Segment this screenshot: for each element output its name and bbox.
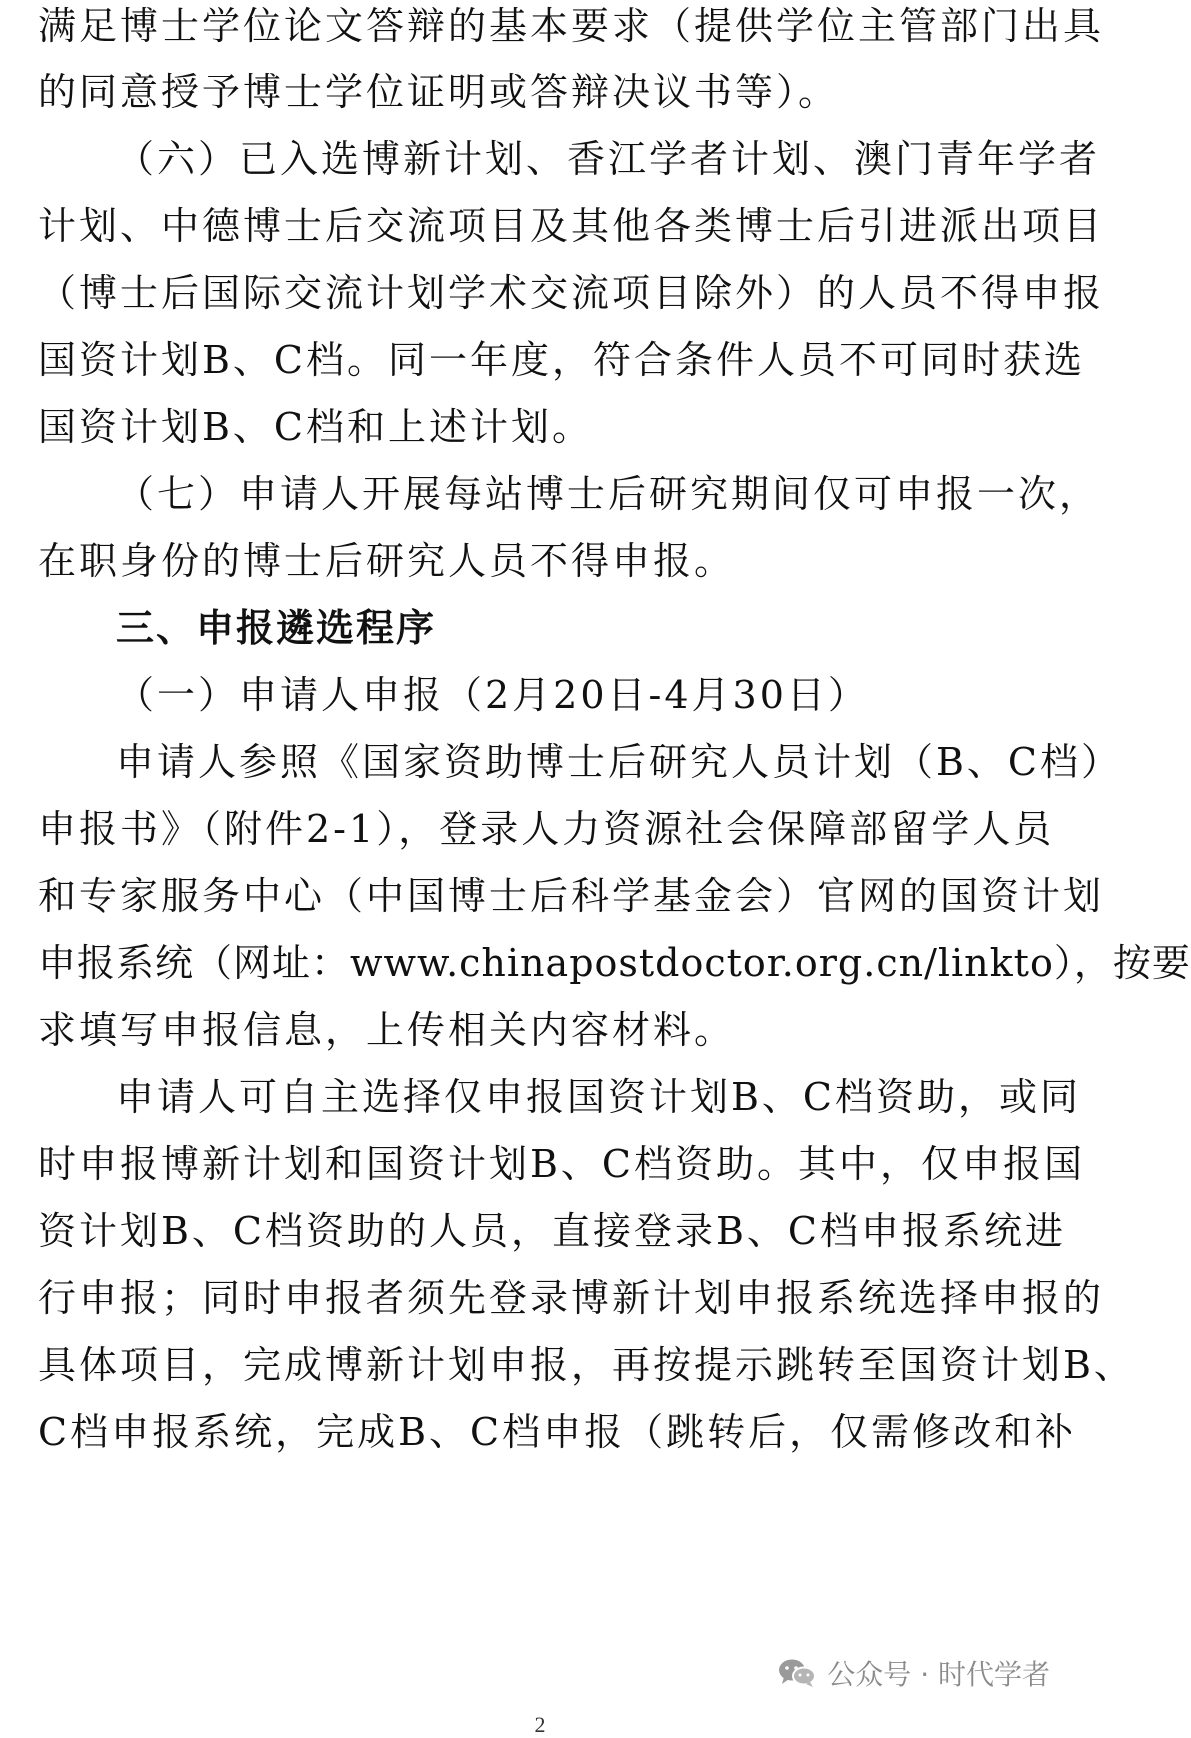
page-number: 2 [534,1712,546,1737]
text-line: 申请人可自主选择仅申报国资计划B、C档资助，或同 [116,1075,1082,1119]
text-line: 的同意授予博士学位证明或答辩决议书等）。 [38,70,840,114]
text-line: 申报书》（附件2-1），登录人力资源社会保障部留学人员 [38,807,1055,851]
text-line: 申请人参照《国家资助博士后研究人员计划（B、C档） [116,740,1123,784]
section-heading: 三、申报遴选程序 [116,606,437,650]
text-line: C档申报系统，完成B、C档申报（跳转后，仅需修改和补 [38,1410,1077,1454]
text-line: 国资计划B、C档。同一年度，符合条件人员不可同时获选 [38,338,1086,382]
wechat-watermark [777,1653,1050,1693]
wechat-icon [777,1657,817,1689]
text-line: 资计划B、C档资助的人员，直接登录B、C档申报系统进 [38,1209,1067,1253]
text-line: 求填写申报信息，上传相关内容材料。 [38,1008,736,1052]
text-line: 计划、中德博士后交流项目及其他各类博士后引进派出项目 [38,204,1105,248]
text-line: 国资计划B、C档和上述计划。 [38,405,594,449]
text-line: 时申报博新计划和国资计划B、C档资助。其中，仅申报国 [38,1142,1086,1186]
text-line: 满足博士学位论文答辩的基本要求（提供学位主管部门出具 [38,4,1105,48]
text-line: （博士后国际交流计划学术交流项目除外）的人员不得申报 [38,271,1105,315]
text-line-url: 申报系统（网址：www.chinapostdoctor.org.cn/linkto），按要 [38,941,1191,985]
text-line: 和专家服务中心（中国博士后科学基金会）官网的国资计划 [38,874,1105,918]
watermark-text: 公众号 · 时代学者 [827,1658,1050,1691]
text-line: 在职身份的博士后研究人员不得申报。 [38,539,736,583]
text-line: 具体项目，完成博新计划申报，再按提示跳转至国资计划B、 [38,1343,1135,1387]
subsection-heading: （一）申请人申报（2月20日-4月30日） [116,673,869,717]
text-line: 行申报；同时申报者须先登录博新计划申报系统选择申报的 [38,1276,1105,1320]
text-line: （七）申请人开展每站博士后研究期间仅可申报一次， [116,472,1101,516]
text-line: （六）已入选博新计划、香江学者计划、澳门青年学者 [116,137,1101,181]
